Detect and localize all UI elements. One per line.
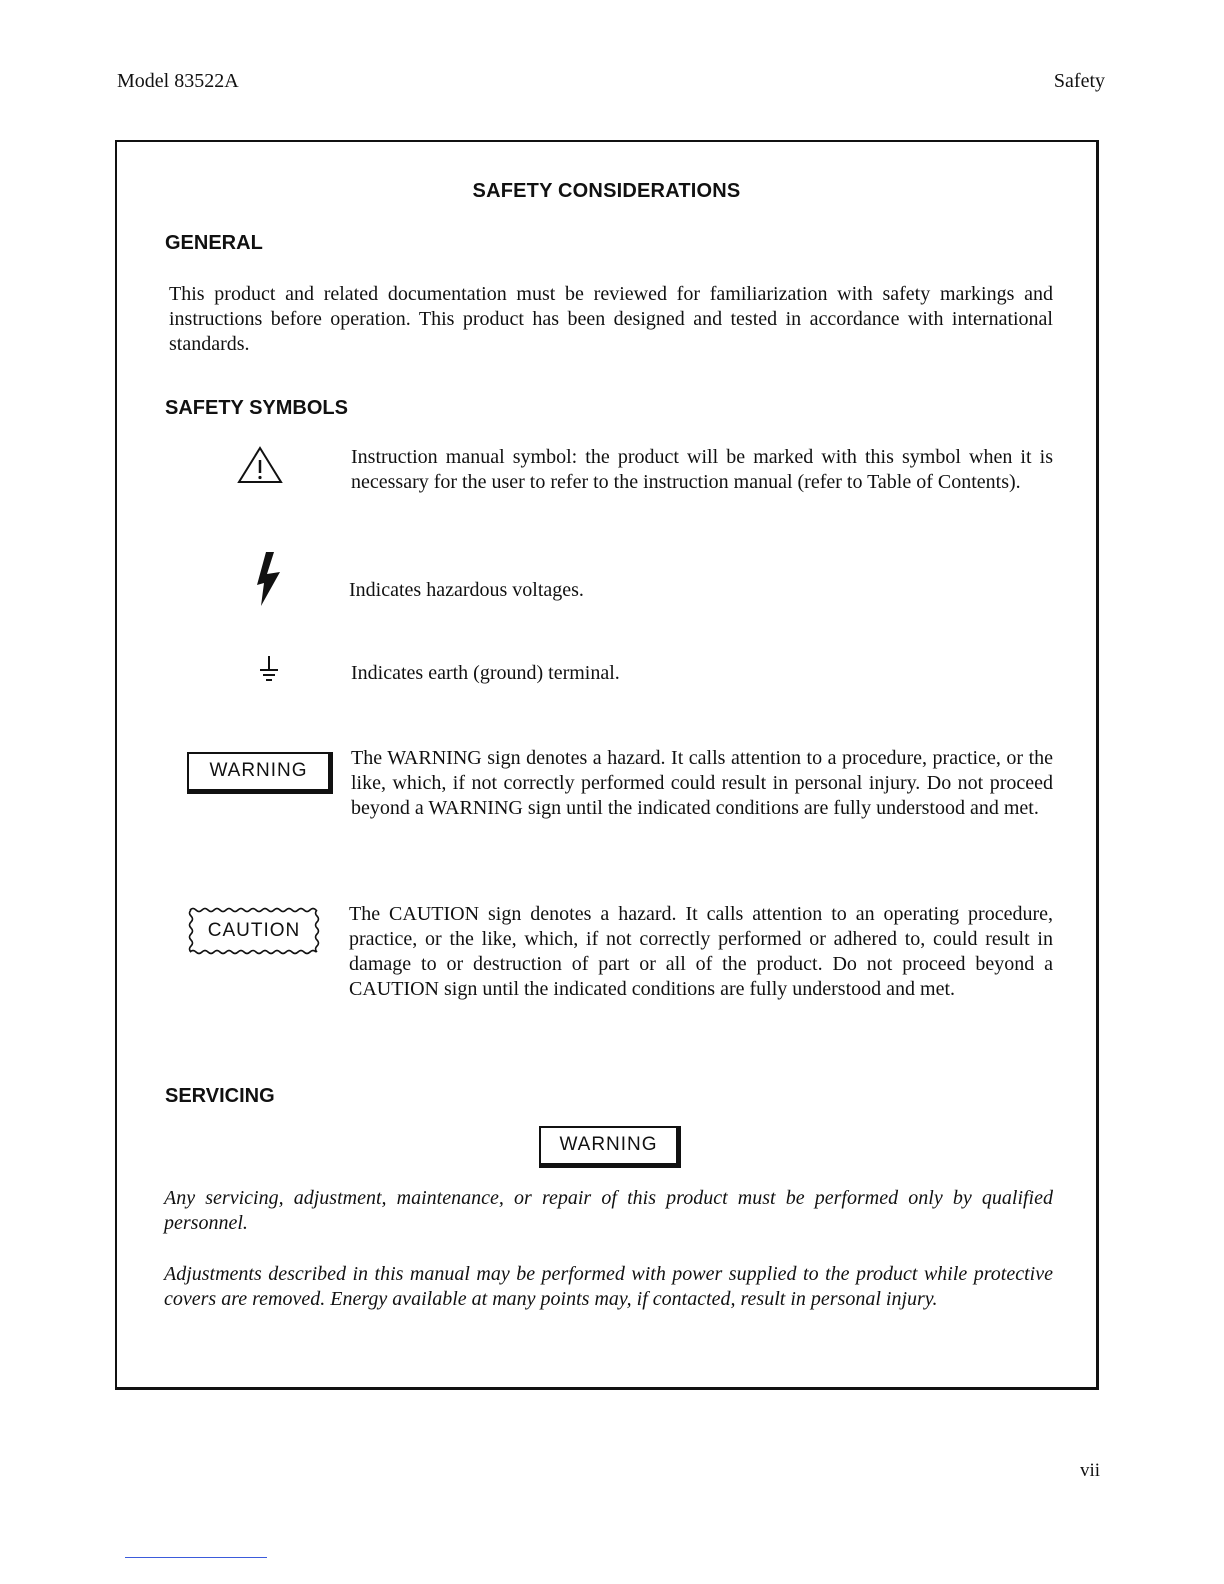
caution-sign-label: CAUTION [207, 920, 301, 941]
running-head-model: Model 83522A [117, 70, 239, 92]
servicing-paragraph-2: Adjustments described in this manual may be performed with power supplied to the product while protective covers are removed. Energy available at many points may, if contacted, result in personal injury. [164, 1263, 1053, 1310]
caution-sign-icon [187, 906, 321, 956]
hazardous-voltage-icon [253, 550, 285, 613]
general-paragraph: This product and related documentation must be reviewed for familiarization with safety markings and instructions before operation. This product has been designed and tested in accordance with international standards. [169, 283, 1053, 355]
servicing-paragraph-1: Any servicing, adjustment, maintenance, or repair of this product must be performed only by qualified personnel. [164, 1187, 1053, 1234]
running-head-section: Safety [1053, 70, 1105, 92]
page-number: vii [1079, 1460, 1100, 1481]
instruction-manual-description: Instruction manual symbol: the product will be marked with this symbol when it is necessary for the user to refer to the instruction manual (refer to Table of Contents). [351, 446, 1053, 493]
earth-ground-description: Indicates earth (ground) terminal. [351, 662, 620, 684]
servicing-warning-label: WARNING [559, 1134, 658, 1155]
warning-sign-label: WARNING [209, 760, 308, 781]
footer-rule [125, 1557, 267, 1558]
general-heading: GENERAL [165, 232, 263, 254]
warning-sign-icon [187, 752, 333, 794]
safety-symbols-heading: SAFETY SYMBOLS [165, 397, 348, 419]
servicing-warning-sign [539, 1126, 681, 1168]
caution-sign-description: The CAUTION sign denotes a hazard. It calls attention to an operating procedure, practice, or the like, which, if not correctly performed or adhered to, could result in damage to or destruction of part or all of the product. Do not proceed beyond a CAUTION sign until the indicated conditions are fully understood and met. [349, 903, 1053, 1000]
instruction-manual-triangle-icon [236, 445, 284, 490]
page-title: SAFETY CONSIDERATIONS [472, 180, 741, 202]
servicing-heading: SERVICING [165, 1085, 275, 1107]
warning-sign-description: The WARNING sign denotes a hazard. It calls attention to a procedure, practice, or the like, which, if not correctly performed could result in personal injury. Do not proceed beyond a WARNING sign until the indicated conditions are fully understood and met. [351, 747, 1053, 819]
earth-ground-icon [257, 654, 281, 689]
hazardous-voltage-description: Indicates hazardous voltages. [349, 579, 584, 601]
safety-frame [115, 140, 1099, 1390]
